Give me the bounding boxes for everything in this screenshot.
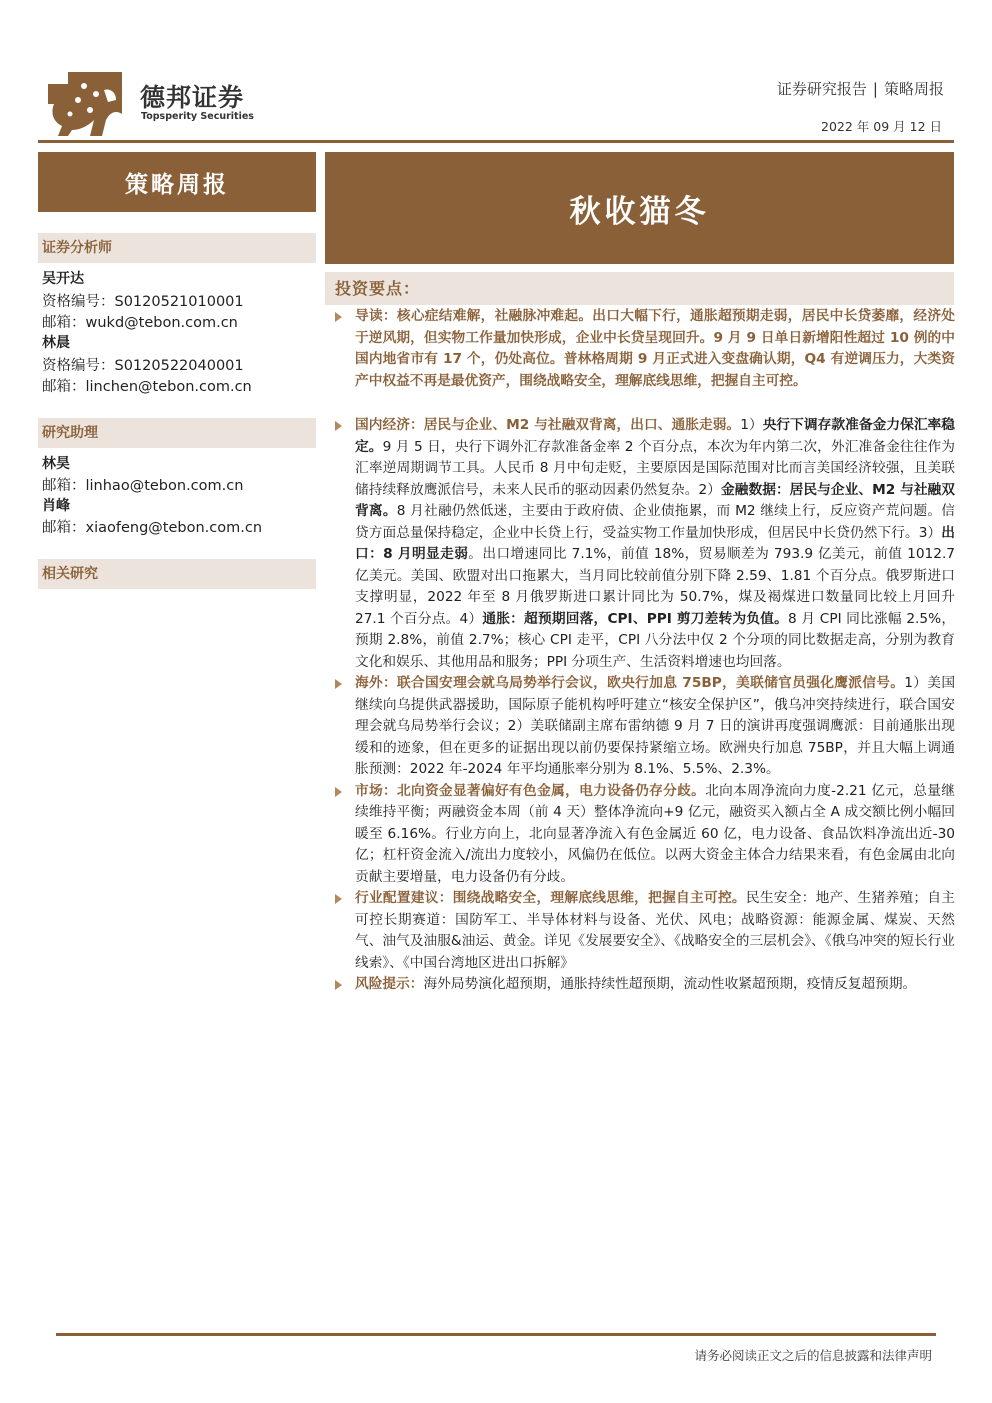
email-link[interactable]: wukd@tebon.com.cn	[85, 315, 238, 331]
brand-name: 德邦证券	[140, 83, 245, 112]
key-points-heading: 投资要点：	[325, 272, 954, 305]
analyst-email	[42, 375, 252, 396]
cert-number: S0120521010001	[114, 294, 244, 310]
overseas-heading: 海外：联合国安理会就乌局势举行会议，欧央行加息 75BP，美联储官员强化鹰派信号。	[355, 675, 905, 691]
footer-disclaimer: 请务必阅读正文之后的信息披露和法律声明	[694, 1348, 932, 1363]
report-type: 证券研究报告	[776, 80, 867, 98]
key-points-body	[331, 306, 955, 996]
domestic-text: 8 月社融仍然低迷，主要由于政府债、企业债拖累，而 M2 继续上行，反应资产荒问题。信贷方面总量保持稳定，企业中长贷上行，受益实物工作量加快形成，但居民中长贷仍然下行。3）	[355, 503, 955, 541]
allocation-text: 民生安全：地产、生猪养殖；自主可控长期赛道：国防军工、半导体材料与设备、光伏、风电；战略资源：能源金属、煤炭、天然气、油气及油服&油运、黄金。详见《发展要安全》、《战略安全的三层机会》、《俄乌冲突的短长行业线索》、《中国台湾地区进出口拆解》	[355, 890, 955, 971]
analyst-name: 吴开达	[42, 271, 84, 287]
analyst-cert	[42, 290, 244, 311]
cert-label: 资格编号：	[42, 294, 115, 310]
email-link[interactable]: linchen@tebon.com.cn	[85, 379, 252, 395]
key-point-market	[331, 781, 955, 889]
domestic-bold: 央行下调存款准备金力保汇率稳定。	[355, 417, 955, 455]
cert-label: 资格编号：	[42, 358, 115, 374]
email-link[interactable]: xiaofeng@tebon.com.cn	[85, 520, 263, 536]
report-title: 秋收猫冬	[325, 152, 954, 264]
brand-logo-icon	[44, 70, 124, 140]
bullet-icon	[335, 787, 342, 797]
domestic-text: 。出口增速同比 7.1%，前值 18%，贸易顺差为 793.9 亿美元，前值 1012.7 亿美元。美国、欧盟对出口拖累大，当月同比较前值分别下降 2.59、1.81 个百分点。俄罗斯进口支撑明显，2022 年至 8 月俄罗斯进口累计同比为 50.7%，煤及褐煤进口数量同比较上月回升 27.1 个百分点。4）	[355, 546, 956, 627]
allocation-heading: 行业配置建议：围绕战略安全，理解底线思维，把握自主可控。	[355, 890, 746, 906]
report-date: 2022 年 09 月 12 日	[821, 119, 942, 134]
header-separator: |	[872, 80, 878, 98]
analyst-cert	[42, 354, 244, 375]
email-label: 邮箱：	[42, 478, 86, 494]
domestic-text: 9 月 5 日，央行下调外汇存款准备金率 2 个百分点，本次为年内第二次，外汇准备金往往作为汇率逆周期调节工具。人民币 8 月中旬走贬，主要原因是国际范围对比而言美国经济较强，且美联储持续释放鹰派信号，未来人民币的驱动因素仍然复杂。2）	[355, 438, 955, 498]
analyst-email	[42, 311, 238, 332]
left-banner: 策略周报	[38, 152, 316, 212]
risk-heading: 风险提示：	[355, 976, 424, 992]
assistant-name: 林昊	[42, 456, 70, 472]
market-text: 北向本周净流向力度-2.21 亿元，总量继续维持平衡；两融资金本周（前 4 天）整体净流向+9 亿元，融资买入额占全 A 成交额比例小幅回暖至 6.16%。行业方向上，北向显著净流入有色金属近 60 亿，电力设备、食品饮料净流出近-30 亿；杠杆资金流入/流出力度较小，风偏仍在低位。以两大资金主体合力结果来看，有色金属由北向贡献主要增量，电力设备仍有分歧。	[355, 782, 955, 885]
domestic-bold: 金融数据：居民与企业、M2 与社融双背离。	[355, 481, 955, 519]
footer-divider	[56, 1333, 936, 1336]
key-point-overseas	[331, 673, 955, 781]
bullet-icon	[335, 421, 342, 431]
cert-number: S0120522040001	[114, 358, 244, 374]
intro-text: 导读：核心症结难解，社融脉冲难起。出口大幅下行，通胀超预期走弱，居民中长贷萎靡，经济处于逆风期，但实物工作量加快形成，企业中长贷呈现回升。9 月 9 日单日新增阳性超过 10 例的中国内地省市有 17 个，仍处高位。普林格周期 9 月正式进入变盘确认期，Q4 有逆调压力，大类资产中权益不再是最优资产，围绕战略安全，理解底线思维，把握自主可控。	[355, 308, 955, 389]
key-point-allocation	[331, 888, 955, 974]
assistant-name: 肖峰	[42, 498, 70, 514]
market-heading: 市场：北向资金显著偏好有色金属，电力设备仍存分歧。	[355, 782, 706, 799]
domestic-bold: 出口：8 月明显走弱	[355, 524, 955, 562]
assistants-heading: 研究助理	[38, 418, 316, 448]
email-label: 邮箱：	[42, 379, 86, 395]
domestic-text: 8 月 CPI 同比涨幅 2.5%，预期 2.8%，前值 2.7%；核心 CPI 走平，CPI 八分法中仅 2 个分项的同比数据走高，分别为教育文化和娱乐、其他用品和服务；PPI 分项生产、生活资料增速也均回落。	[355, 610, 956, 670]
brand-name-en: Topsperity Securities	[141, 111, 254, 122]
analysts-heading: 证券分析师	[38, 233, 316, 263]
key-point-domestic	[331, 415, 955, 673]
overseas-text: 1）美国继续向乌提供武器援助，国际原子能机构呼吁建立“核安全保护区”，俄乌冲突持续进行，联合国安理会就乌局势举行会议；2）美联储副主席布雷纳德 9 月 7 日的演讲再度强调鹰派：目前通胀出现缓和的迹象，但在更多的证据出现以前仍要保持紧缩立场。欧洲央行加息 75BP，并且大幅上调通胀预测：2022 年-2024 年平均通胀率分别为 8.1%、5.5%、2.3%。	[355, 675, 956, 777]
header-divider	[38, 140, 954, 143]
key-point-risk	[331, 974, 955, 996]
email-link[interactable]: linhao@tebon.com.cn	[85, 478, 244, 494]
domestic-bold: 通胀：超预期回落，CPI、PPI 剪刀差转为负值。	[482, 610, 789, 627]
report-type-header	[777, 78, 944, 99]
email-label: 邮箱：	[42, 315, 86, 331]
bullet-icon	[335, 894, 342, 904]
domestic-text: 1）	[740, 417, 763, 433]
bullet-icon	[335, 980, 342, 990]
email-label: 邮箱：	[42, 520, 86, 536]
related-research-heading: 相关研究	[38, 559, 316, 589]
assistant-email	[42, 474, 243, 495]
risk-text: 海外局势演化超预期，通胀持续性超预期，流动性收紧超预期，疫情反复超预期。	[423, 976, 917, 992]
report-category: 策略周报	[883, 80, 944, 98]
bullet-icon	[335, 679, 342, 689]
domestic-heading: 国内经济：居民与企业、M2 与社融双背离，出口、通胀走弱。	[355, 417, 741, 433]
bullet-icon	[335, 312, 342, 322]
assistant-email	[42, 516, 262, 537]
key-point-intro	[331, 306, 955, 392]
analyst-name: 林晨	[42, 335, 70, 351]
